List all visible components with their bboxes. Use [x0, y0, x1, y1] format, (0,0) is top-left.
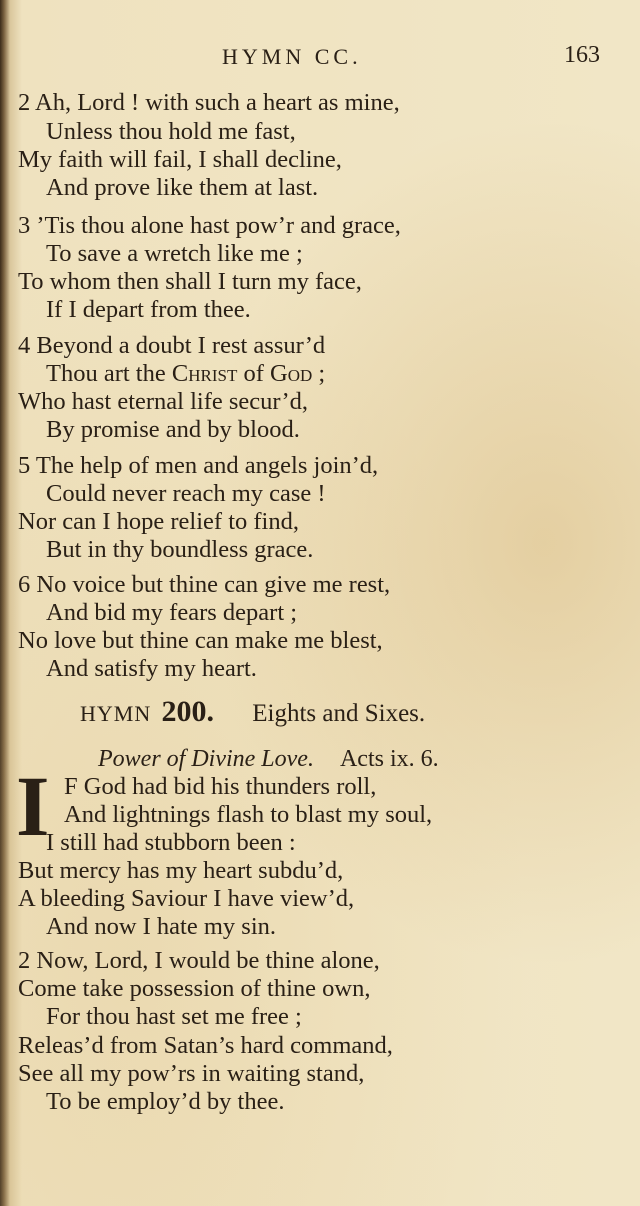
running-head: HYMN CC.	[222, 44, 362, 69]
verse-line: But in thy boundless grace.	[46, 536, 314, 563]
verse-line: But mercy has my heart subdu’d,	[18, 857, 344, 884]
verse-text-end: ;	[318, 360, 326, 387]
verse-line: And satisfy my heart.	[46, 655, 257, 682]
hymn-200-subtitle	[98, 744, 439, 774]
verse-line: And lightnings flash to blast my soul,	[64, 801, 433, 828]
verse-line: My faith will fail, I shall decline,	[18, 146, 342, 173]
verse-line: By promise and by blood.	[46, 416, 300, 443]
verse-line: 3 ’Tis thou alone hast pow’r and grace,	[18, 212, 401, 239]
small-caps-christ: Christ	[171, 360, 238, 387]
verse-line: Releas’d from Satan’s hard command,	[18, 1032, 393, 1059]
verse-line: Who hast eternal life secur’d,	[18, 388, 309, 415]
verse-line: No love but thine can make me blest,	[18, 627, 383, 654]
hymn-subject: Power of Divine Love.	[98, 746, 314, 772]
verse-line: Nor can I hope relief to find,	[18, 508, 299, 535]
verse-line-christ-of-god	[46, 359, 325, 389]
verse-line: Could never reach my case !	[46, 480, 326, 507]
verse-line: 2 Ah, Lord ! with such a heart as mine,	[18, 89, 400, 116]
scripture-reference: Acts ix. 6.	[339, 746, 439, 772]
verse-line: And now I hate my sin.	[46, 913, 276, 940]
verse-line: See all my pow’rs in waiting stand,	[18, 1060, 365, 1087]
verse-line: 2 Now, Lord, I would be thine alone,	[18, 947, 380, 974]
drop-cap: I	[16, 758, 50, 854]
verse-line: Come take possession of thine own,	[18, 975, 371, 1002]
verse-line: If I depart from thee.	[46, 296, 251, 323]
page-number: 163	[564, 42, 600, 68]
verse-line: 6 No voice but thine can give me rest,	[18, 571, 391, 598]
verse-line: To be employ’d by thee.	[46, 1088, 285, 1115]
verse-line: 5 The help of men and angels join’d,	[18, 452, 379, 479]
verse-line: A bleeding Saviour I have view’d,	[18, 885, 355, 912]
hymn-meter: Eights and Sixes.	[252, 700, 426, 727]
hymn-number: 200.	[161, 695, 214, 728]
verse-line: To whom then shall I turn my face,	[18, 268, 362, 295]
page-header	[0, 40, 640, 76]
verse-line: F God had bid his thunders roll,	[64, 773, 377, 800]
verse-line: 4 Beyond a doubt I rest assur’d	[18, 332, 326, 359]
verse-text-of: of	[243, 360, 264, 387]
verse-line: And bid my fears depart ;	[46, 599, 298, 626]
small-caps-god: God	[270, 360, 313, 387]
hymn-label: HYMN	[80, 701, 152, 726]
verse-line: And prove like them at last.	[46, 174, 319, 201]
verse-line: For thou hast set me free ;	[46, 1003, 302, 1030]
verse-line: To save a wretch like me ;	[46, 240, 303, 267]
verse-line: Unless thou hold me fast,	[46, 118, 296, 145]
hymn-200-title	[80, 696, 425, 730]
verse-line: I still had stubborn been :	[46, 829, 296, 856]
verse-text: Thou art the	[46, 360, 166, 387]
